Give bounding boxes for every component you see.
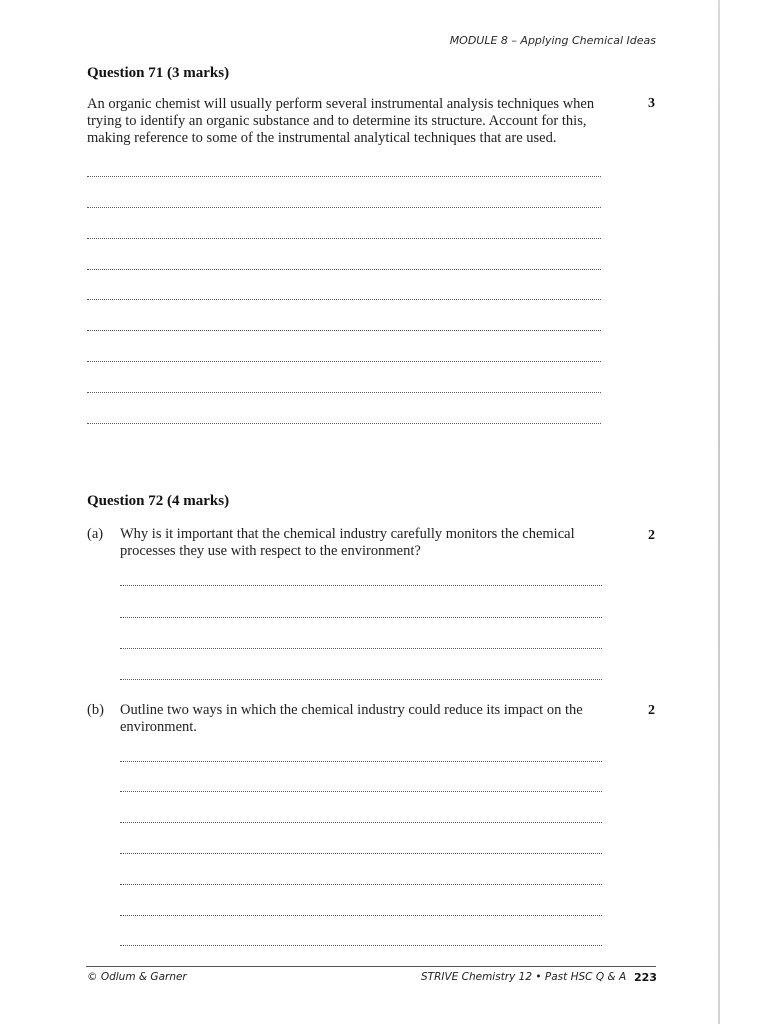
answer-line	[120, 648, 602, 649]
answer-line	[120, 945, 602, 946]
question-72b-line-2: environment.	[120, 719, 197, 735]
question-72a-label: (a)	[87, 526, 104, 542]
question-72b-line-1: Outline two ways in which the chemical industry could reduce its impact on the	[120, 702, 583, 718]
scan-edge-divider	[718, 0, 720, 1024]
question-71-line-2: trying to identify an organic substance and to determine its structure. Account for this,	[87, 113, 587, 129]
question-72b-text	[120, 702, 640, 736]
answer-line	[120, 679, 602, 680]
answer-line	[87, 238, 601, 239]
footer-copyright: © Odlum & Garner	[87, 971, 187, 983]
answer-line	[120, 617, 602, 618]
answer-line	[87, 392, 601, 393]
answer-line	[87, 207, 601, 208]
question-72a-line-1: Why is it important that the chemical industry carefully monitors the chemical	[120, 526, 575, 542]
question-71-heading: Question 71 (3 marks)	[87, 65, 230, 81]
question-72a-marks: 2	[648, 528, 655, 543]
answer-line	[120, 585, 602, 586]
answer-line	[87, 269, 601, 270]
question-71-marks: 3	[648, 96, 655, 111]
question-72b-marks: 2	[648, 703, 655, 718]
answer-line	[87, 176, 601, 177]
question-72a-text	[120, 526, 640, 560]
footer-book-title: STRIVE Chemistry 12 • Past HSC Q & A	[421, 971, 627, 983]
answer-line	[120, 791, 602, 792]
question-71-line-3: making reference to some of the instrumental analytical techniques that are used.	[87, 130, 557, 146]
question-72b-label: (b)	[87, 702, 104, 718]
question-71-line-1: An organic chemist will usually perform several instrumental analysis techniques when	[87, 96, 595, 112]
question-71-text	[87, 96, 647, 147]
answer-line	[120, 915, 602, 916]
answer-line	[87, 423, 601, 424]
answer-line	[87, 361, 601, 362]
answer-line	[87, 330, 601, 331]
answer-line	[120, 884, 602, 885]
question-72-heading: Question 72 (4 marks)	[87, 493, 230, 509]
page-number: 223	[634, 971, 657, 984]
footer-divider	[86, 966, 656, 967]
answer-line	[120, 761, 602, 762]
question-72a-line-2: processes they use with respect to the environment?	[120, 543, 421, 559]
running-header: MODULE 8 – Applying Chemical Ideas	[449, 34, 656, 47]
answer-line	[87, 299, 601, 300]
answer-line	[120, 822, 602, 823]
answer-line	[120, 853, 602, 854]
